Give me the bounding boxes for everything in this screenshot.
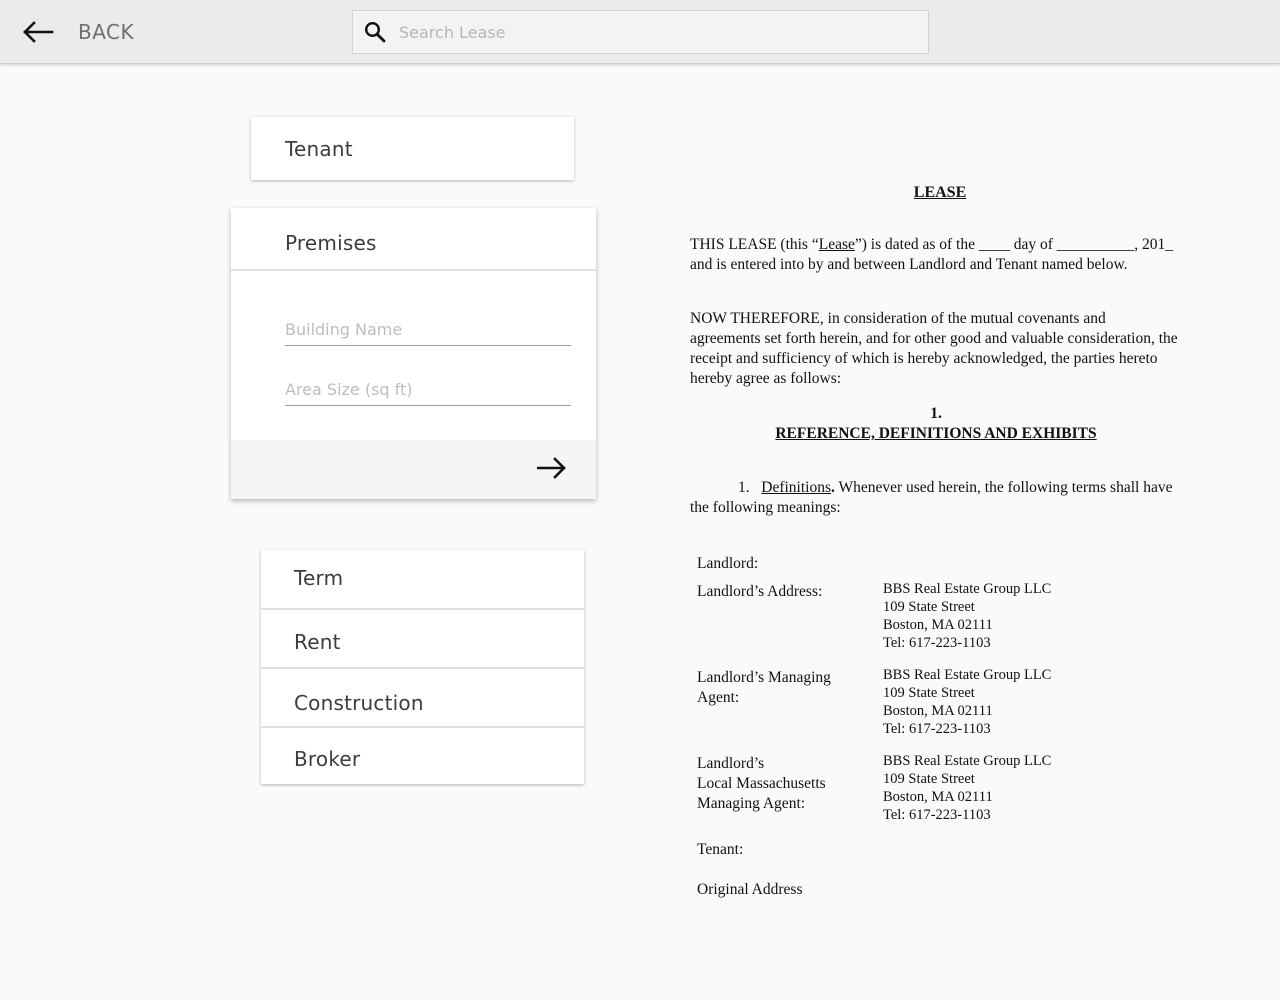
label-line: Landlord’s (697, 755, 765, 772)
definitions-text: Whenever used herein, the following terms shall have the following meanings: (690, 479, 1173, 516)
broker-section-item[interactable] (261, 728, 584, 784)
landlord-label: Landlord: (697, 555, 759, 572)
term-section-title: Term (294, 566, 344, 590)
tenant-section-title: Tenant (285, 137, 353, 161)
label-line: Agent: (697, 689, 740, 706)
definitions-period: . (831, 479, 835, 496)
premises-section-header[interactable] (231, 208, 596, 271)
section-number: 1. (930, 405, 942, 422)
construction-section-title: Construction (294, 691, 424, 715)
definitions-term: Definitions (761, 479, 831, 496)
premises-section-card (231, 208, 596, 499)
address-line: 109 State Street (883, 599, 975, 615)
back-button[interactable] (22, 14, 134, 50)
local-agent-value (883, 752, 1173, 824)
search-box[interactable] (352, 10, 929, 54)
next-button[interactable] (536, 456, 568, 484)
building-name-input[interactable] (285, 320, 571, 345)
search-icon (363, 20, 387, 44)
landlord-address-value (883, 580, 1173, 652)
original-address-label: Original Address (697, 881, 803, 898)
address-line: Tel: 617-223-1103 (883, 807, 991, 823)
tenant-section-card[interactable] (251, 117, 574, 180)
section-title: REFERENCE, DEFINITIONS AND EXHIBITS (775, 425, 1097, 442)
address-line: Boston, MA 02111 (883, 789, 993, 805)
rent-section-item[interactable] (261, 610, 584, 669)
managing-agent-value (883, 666, 1173, 738)
local-agent-label (697, 754, 877, 814)
intro-paragraph (690, 235, 1190, 275)
area-size-input[interactable] (285, 380, 571, 405)
address-line: Tel: 617-223-1103 (883, 635, 991, 651)
arrow-right-icon (537, 456, 567, 484)
address-line: Boston, MA 02111 (883, 703, 993, 719)
lease-document (690, 180, 1190, 898)
arrow-left-icon (22, 20, 54, 44)
search-input[interactable] (397, 22, 897, 43)
address-line: Boston, MA 02111 (883, 617, 993, 633)
section-heading (690, 404, 1182, 444)
term-section-item[interactable] (261, 550, 584, 610)
address-line: BBS Real Estate Group LLC (883, 667, 1052, 683)
managing-agent-label (697, 668, 877, 708)
document-title: LEASE (913, 184, 967, 201)
broker-section-title: Broker (294, 747, 361, 771)
construction-section-item[interactable] (261, 669, 584, 728)
label-line: Managing Agent: (697, 795, 806, 812)
tenant-label: Tenant: (697, 841, 744, 858)
intro-after: ”) is dated as of the ____ day of __________, 201_ and is entered into by and between Landlord and Tenant named below. (690, 236, 1173, 273)
rent-section-title: Rent (294, 630, 341, 654)
intro-before: THIS LEASE (this “ (690, 236, 819, 253)
now-therefore-paragraph: NOW THEREFORE, in consideration of the mutual covenants and agreements set forth herein, and for other good and valuable consideration, the receipt and sufficiency of which is hereby acknowledged, the parties hereto hereby agree as follows: (690, 310, 1178, 387)
section-list-card (261, 550, 584, 784)
label-line: Local Massachusetts (697, 775, 826, 792)
area-size-field-wrapper (285, 380, 571, 406)
premises-section-title: Premises (285, 231, 377, 255)
label-line: Landlord’s Managing (697, 669, 831, 686)
top-bar (0, 0, 1280, 64)
back-label: BACK (78, 20, 135, 44)
definitions-number: 1. (738, 479, 750, 496)
address-line: 109 State Street (883, 771, 975, 787)
definitions-paragraph (690, 478, 1180, 518)
address-line: BBS Real Estate Group LLC (883, 753, 1052, 769)
intro-defined-term: Lease (818, 236, 855, 253)
premises-footer (231, 440, 596, 499)
landlord-address-label: Landlord’s Address: (697, 583, 823, 600)
address-line: BBS Real Estate Group LLC (883, 581, 1052, 597)
address-line: Tel: 617-223-1103 (883, 721, 991, 737)
building-name-field-wrapper (285, 320, 571, 346)
address-line: 109 State Street (883, 685, 975, 701)
